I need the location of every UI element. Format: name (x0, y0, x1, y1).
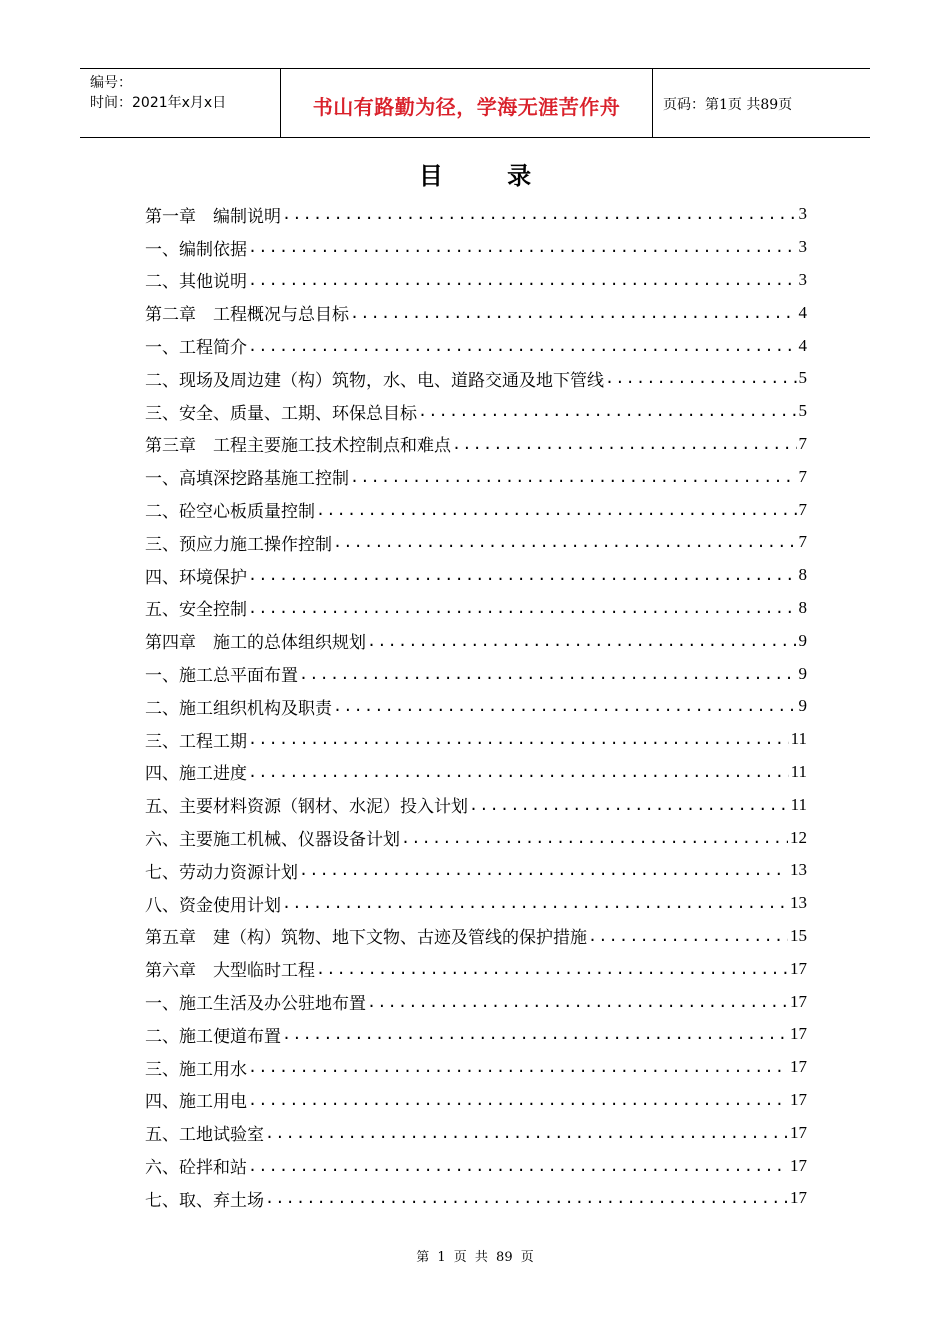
toc-entry-label: 第六章 大型临时工程 (145, 961, 315, 982)
page-footer: 第 1 页 共 89 页 (416, 1250, 534, 1265)
toc-title: 目 录 (418, 162, 560, 190)
toc-entry-page-number: 17 (790, 1057, 807, 1077)
toc-entry-label: 四、施工进度 (145, 764, 247, 785)
toc-entry-page-number: 11 (790, 794, 807, 814)
toc-entry-label: 第一章 编制说明 (145, 206, 281, 227)
toc-dot-leader (333, 697, 797, 715)
toc-entry-page-number: 13 (790, 893, 807, 913)
toc-entry-page-number: 11 (790, 761, 807, 781)
toc-dot-leader (418, 402, 797, 420)
toc-entry-page-number: 9 (798, 663, 807, 683)
header-page-info: 页码：第1页 共89页 (663, 97, 793, 113)
toc-entry-label: 七、劳动力资源计划 (145, 862, 298, 883)
toc-entry[interactable] (145, 526, 807, 559)
toc-dot-leader (248, 566, 797, 584)
toc-entry-page-number: 5 (798, 368, 807, 388)
toc-dot-leader (282, 205, 797, 223)
toc-entry-page-number: 17 (790, 958, 807, 978)
page-header (80, 68, 870, 138)
toc-entry[interactable] (145, 1051, 807, 1084)
toc-dot-leader (248, 238, 797, 256)
toc-entry[interactable] (145, 657, 807, 690)
toc-entry-page-number: 7 (798, 499, 807, 519)
toc-entry[interactable] (145, 1116, 807, 1149)
toc-dot-leader (333, 533, 797, 551)
toc-entry-label: 第五章 建（构）筑物、地下文物、古迹及管线的保护措施 (145, 928, 587, 949)
toc-entry-page-number: 3 (798, 269, 807, 289)
toc-dot-leader (316, 960, 788, 978)
toc-dot-leader (452, 435, 797, 453)
toc-entry-label: 一、编制依据 (145, 239, 247, 260)
toc-entry[interactable] (145, 493, 807, 526)
toc-dot-leader (469, 796, 789, 814)
toc-entry[interactable] (145, 1084, 807, 1117)
toc-entry-label: 六、砼拌和站 (145, 1158, 247, 1178)
toc-entry[interactable] (145, 198, 807, 231)
toc-entry-page-number: 7 (798, 433, 807, 453)
toc-dot-leader (265, 1189, 788, 1207)
toc-entry[interactable] (145, 1018, 807, 1051)
toc-dot-leader (265, 1124, 788, 1142)
toc-dot-leader (350, 468, 797, 486)
toc-entry[interactable] (145, 395, 807, 428)
toc-entry[interactable] (145, 1149, 807, 1182)
toc-entry[interactable] (145, 231, 807, 264)
toc-entry-page-number: 5 (798, 401, 807, 421)
toc-entry-label: 一、施工生活及办公驻地布置 (145, 994, 366, 1015)
toc-entry-label: 四、环境保护 (145, 567, 247, 588)
toc-entry[interactable] (145, 460, 807, 493)
toc-entry[interactable] (145, 264, 807, 297)
toc-dot-leader (248, 730, 789, 748)
toc-entry-page-number: 3 (798, 237, 807, 257)
toc-entry-label: 三、预应力施工操作控制 (145, 534, 332, 555)
toc-entry-page-number: 9 (798, 630, 807, 650)
toc-dot-leader (299, 665, 797, 683)
toc-entry[interactable] (145, 854, 807, 887)
toc-entry-label: 二、施工便道布置 (145, 1026, 281, 1047)
toc-entry-page-number: 3 (798, 204, 807, 224)
toc-entry-page-number: 7 (798, 466, 807, 486)
toc-dot-leader (282, 894, 788, 912)
toc-entry-page-number: 11 (790, 729, 807, 749)
toc-dot-leader (248, 1091, 788, 1109)
toc-entry-label: 一、施工总平面布置 (145, 666, 298, 687)
toc-entry-label: 第三章 工程主要施工技术控制点和难点 (145, 436, 451, 457)
toc-entry-page-number: 17 (790, 1188, 807, 1208)
toc-entry-page-number: 8 (798, 597, 807, 617)
toc-dot-leader (248, 1058, 788, 1076)
toc-entry-label: 一、工程简介 (145, 338, 247, 359)
toc-entry-page-number: 8 (798, 565, 807, 585)
toc-entry[interactable] (145, 690, 807, 723)
toc-entry[interactable] (145, 296, 807, 329)
toc-entry[interactable] (145, 1182, 807, 1215)
toc-dot-leader (282, 1025, 788, 1043)
toc-entry[interactable] (145, 723, 807, 756)
toc-entry-label: 七、取、弃土场 (145, 1190, 264, 1211)
toc-entry-label: 三、施工用水 (145, 1059, 247, 1080)
toc-entry[interactable] (145, 559, 807, 592)
toc-entry-label: 三、安全、质量、工期、环保总目标 (145, 403, 417, 424)
toc-entry-page-number: 17 (790, 991, 807, 1011)
toc-entry-label: 八、资金使用计划 (145, 895, 281, 916)
toc-entry[interactable] (145, 952, 807, 985)
toc-dot-leader (248, 271, 797, 289)
toc-entry-label: 第二章 工程概况与总目标 (145, 305, 349, 326)
table-of-contents (145, 198, 807, 1215)
toc-dot-leader (401, 829, 788, 847)
toc-entry-page-number: 17 (790, 1155, 807, 1175)
toc-dot-leader (299, 861, 788, 879)
toc-dot-leader (367, 632, 797, 650)
toc-entry-page-number: 12 (790, 827, 807, 847)
toc-entry-page-number: 17 (790, 1089, 807, 1109)
toc-entry-page-number: 13 (790, 860, 807, 880)
toc-entry[interactable] (145, 920, 807, 953)
header-meta (80, 69, 281, 137)
toc-entry[interactable] (145, 624, 807, 657)
toc-entry-label: 二、现场及周边建（构）筑物，水、电、道路交通及地下管线 (145, 370, 604, 391)
toc-entry[interactable] (145, 887, 807, 920)
toc-entry[interactable] (145, 329, 807, 362)
toc-entry-label: 二、施工组织机构及职责 (145, 698, 332, 719)
toc-entry[interactable] (145, 821, 807, 854)
toc-entry-label: 二、砼空心板质量控制 (145, 502, 315, 523)
toc-entry-page-number: 4 (798, 335, 807, 355)
document-date: 时间：2021年x月x日 (90, 95, 227, 111)
toc-entry-label: 二、其他说明 (145, 272, 247, 293)
toc-dot-leader (248, 763, 789, 781)
toc-entry[interactable] (145, 362, 807, 395)
header-motto: 书山有路勤为径，学海无涯苦作舟 (281, 69, 653, 137)
toc-dot-leader (248, 1157, 788, 1175)
toc-entry-page-number: 9 (798, 696, 807, 716)
toc-entry-page-number: 17 (790, 1024, 807, 1044)
document-number-label: 编号： (90, 75, 132, 91)
toc-dot-leader (605, 369, 797, 387)
toc-entry-label: 四、施工用电 (145, 1092, 247, 1113)
toc-dot-leader (316, 501, 797, 519)
toc-entry[interactable] (145, 788, 807, 821)
toc-entry-label: 第四章 施工的总体组织规划 (145, 633, 366, 654)
toc-entry[interactable] (145, 985, 807, 1018)
toc-entry-page-number: 4 (798, 302, 807, 322)
toc-dot-leader (248, 337, 797, 355)
toc-dot-leader (248, 599, 797, 617)
toc-entry-label: 五、工地试验室 (145, 1125, 264, 1146)
toc-entry-label: 六、主要施工机械、仪器设备计划 (145, 830, 400, 851)
toc-dot-leader (588, 927, 788, 945)
toc-entry-label: 五、主要材料资源（钢材、水泥）投入计划 (145, 797, 468, 818)
toc-entry-label: 三、工程工期 (145, 731, 247, 752)
toc-entry-page-number: 15 (790, 925, 807, 945)
toc-entry-label: 五、安全控制 (145, 600, 247, 621)
toc-entry-page-number: 17 (790, 1122, 807, 1142)
toc-dot-leader (367, 993, 788, 1011)
toc-entry-page-number: 7 (798, 532, 807, 552)
toc-entry[interactable] (145, 428, 807, 461)
toc-entry[interactable] (145, 592, 807, 625)
toc-dot-leader (350, 304, 797, 322)
toc-entry-label: 一、高填深挖路基施工控制 (145, 469, 349, 490)
toc-entry[interactable] (145, 756, 807, 789)
